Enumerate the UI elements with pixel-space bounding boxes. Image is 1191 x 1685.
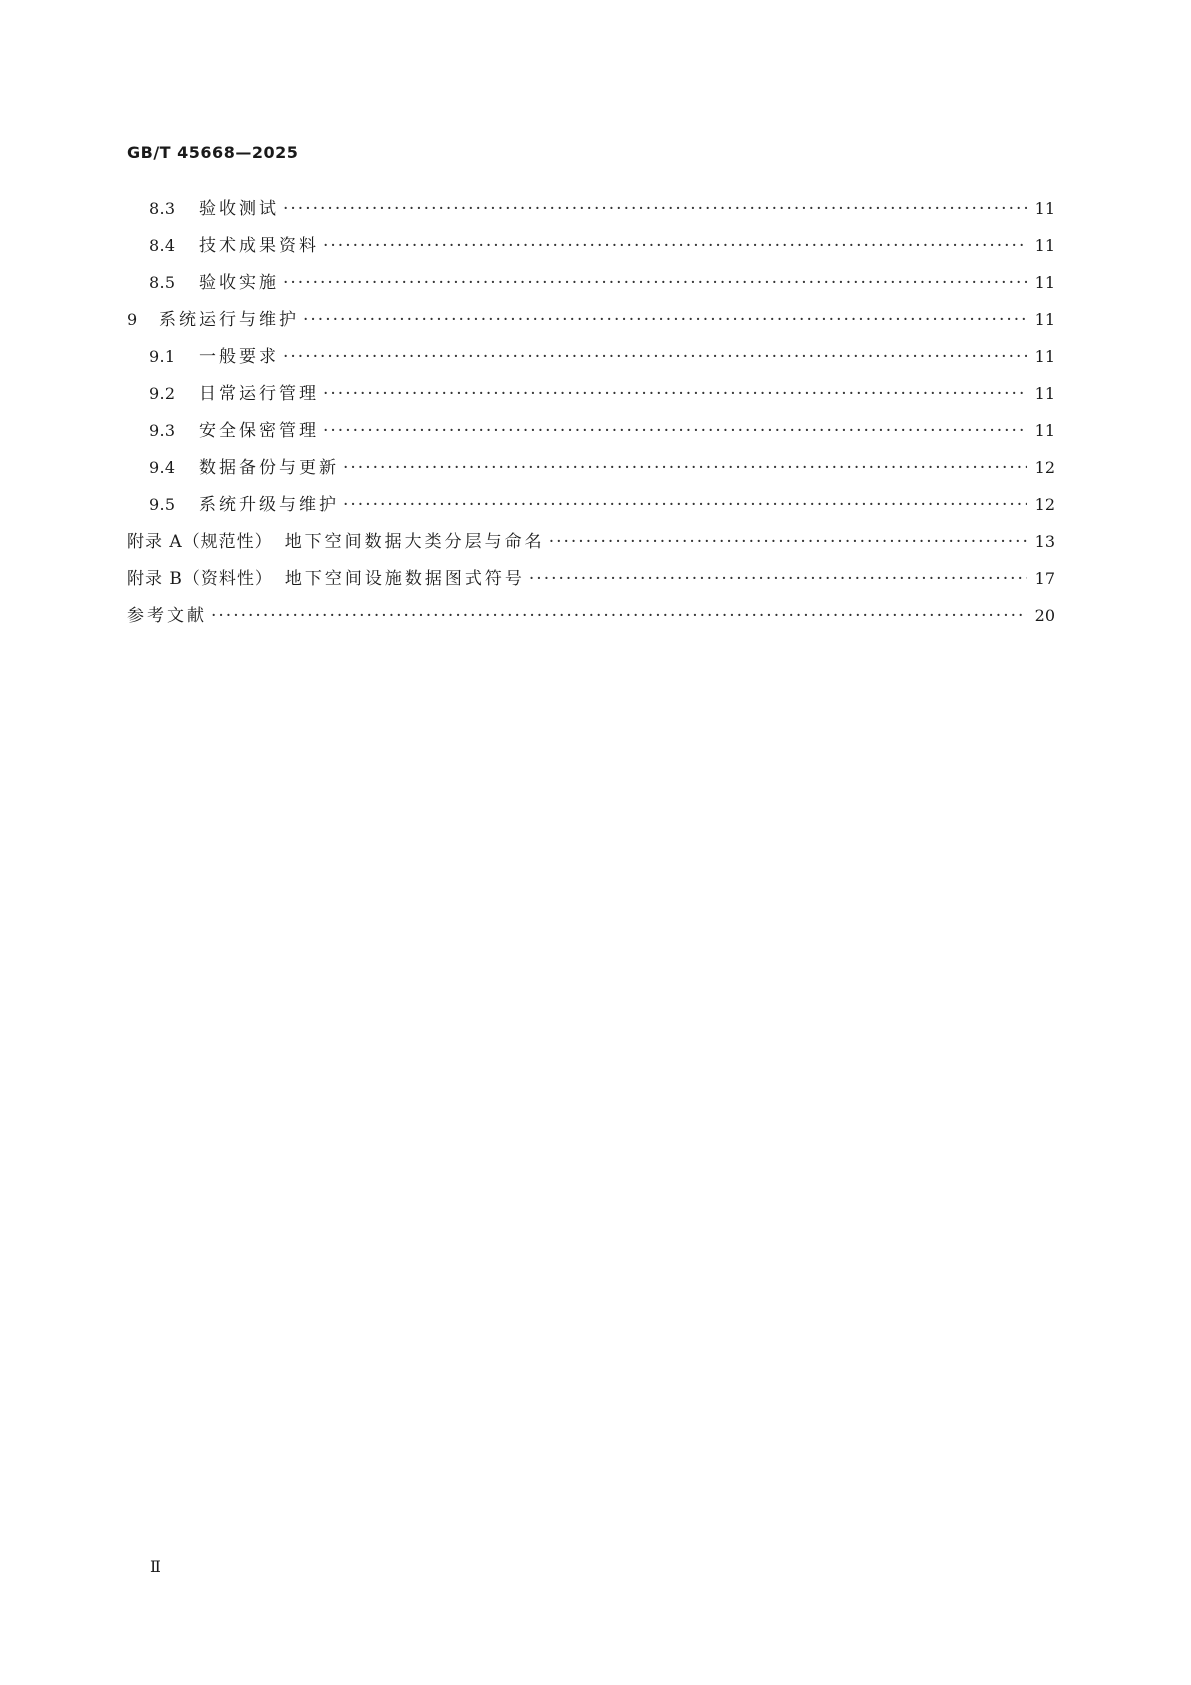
toc-entry-page: 11 [1034,421,1055,440]
toc-entry-number: 9.3 [149,421,176,440]
toc-entry-page: 11 [1034,236,1055,255]
toc-entry-title: 验收测试 [199,199,279,219]
toc-entry-page: 11 [1034,199,1055,218]
page-number: Ⅱ [150,1557,161,1576]
toc-entry-number: 8.3 [149,199,176,218]
toc-entry-title: 参考文献 [127,606,207,626]
toc-entry-page: 13 [1034,532,1055,551]
toc-entry-title: 地下空间设施数据图式符号 [284,569,525,589]
toc-entry-number: 9.4 [149,458,176,477]
toc-entry-8-5[interactable] [127,272,1055,309]
toc-leader-dots [283,346,1027,368]
toc-leader-dots [323,383,1027,405]
toc-entry-8-3[interactable] [127,198,1055,235]
toc-entry-number: 9.5 [149,495,176,514]
toc-entry-9[interactable] [127,309,1055,346]
toc-entry-title: 安全保密管理 [199,421,319,441]
toc-entry-number: 9.1 [149,347,176,366]
toc-entry-page: 11 [1034,347,1055,366]
toc-leader-dots [323,420,1027,442]
toc-entry-appendix-a[interactable] [127,531,1055,568]
toc-entry-appendix-label [127,531,273,553]
toc-entry-page: 20 [1034,606,1055,625]
standard-code-text: GB/T 45668—2025 [127,143,299,162]
toc-entry-9-4[interactable] [127,457,1055,494]
toc-leader-dots [303,309,1027,331]
appendix-tag: （规范性） [182,532,273,552]
toc-entry-title: 地下空间数据大类分层与命名 [284,532,545,552]
toc-entry-page: 11 [1034,384,1055,403]
toc-entry-number: 8.4 [149,236,176,255]
toc-entry-title: 技术成果资料 [199,236,319,256]
toc-entry-number: 9.2 [149,384,176,403]
toc-entry-title: 系统升级与维护 [199,495,339,515]
toc-entry-9-5[interactable] [127,494,1055,531]
toc-leader-dots [283,272,1027,294]
toc-leader-dots [343,494,1027,516]
toc-entry-title: 数据备份与更新 [199,458,339,478]
toc-leader-dots [343,457,1027,479]
toc-entry-number: 8.5 [149,273,176,292]
toc-entry-page: 11 [1034,310,1055,329]
toc-entry-page: 12 [1034,458,1055,477]
toc-entry-appendix-label [127,568,273,590]
toc-leader-dots [323,235,1027,257]
toc-entry-number: 9 [127,310,138,329]
toc-entry-page: 11 [1034,273,1055,292]
toc-leader-dots [211,605,1027,627]
appendix-label: 附录 B [127,569,183,589]
toc-entry-8-4[interactable] [127,235,1055,272]
appendix-tag: （资料性） [182,569,273,589]
toc-leader-dots [283,198,1027,220]
toc-entry-title: 一般要求 [199,347,279,367]
toc-entry-9-1[interactable] [127,346,1055,383]
toc-entry-9-2[interactable] [127,383,1055,420]
appendix-label: 附录 A [127,532,183,552]
toc-leader-dots [529,568,1027,590]
toc-entry-title: 验收实施 [199,273,279,293]
toc-entry-title: 系统运行与维护 [159,310,299,330]
toc-leader-dots [549,531,1027,553]
toc-entry-references[interactable] [127,605,1055,642]
toc-entry-page: 12 [1034,495,1055,514]
table-of-contents [127,198,1055,642]
toc-entry-appendix-b[interactable] [127,568,1055,605]
standard-code [127,142,298,164]
toc-entry-page: 17 [1034,569,1055,588]
toc-entry-9-3[interactable] [127,420,1055,457]
toc-entry-title: 日常运行管理 [199,384,319,404]
